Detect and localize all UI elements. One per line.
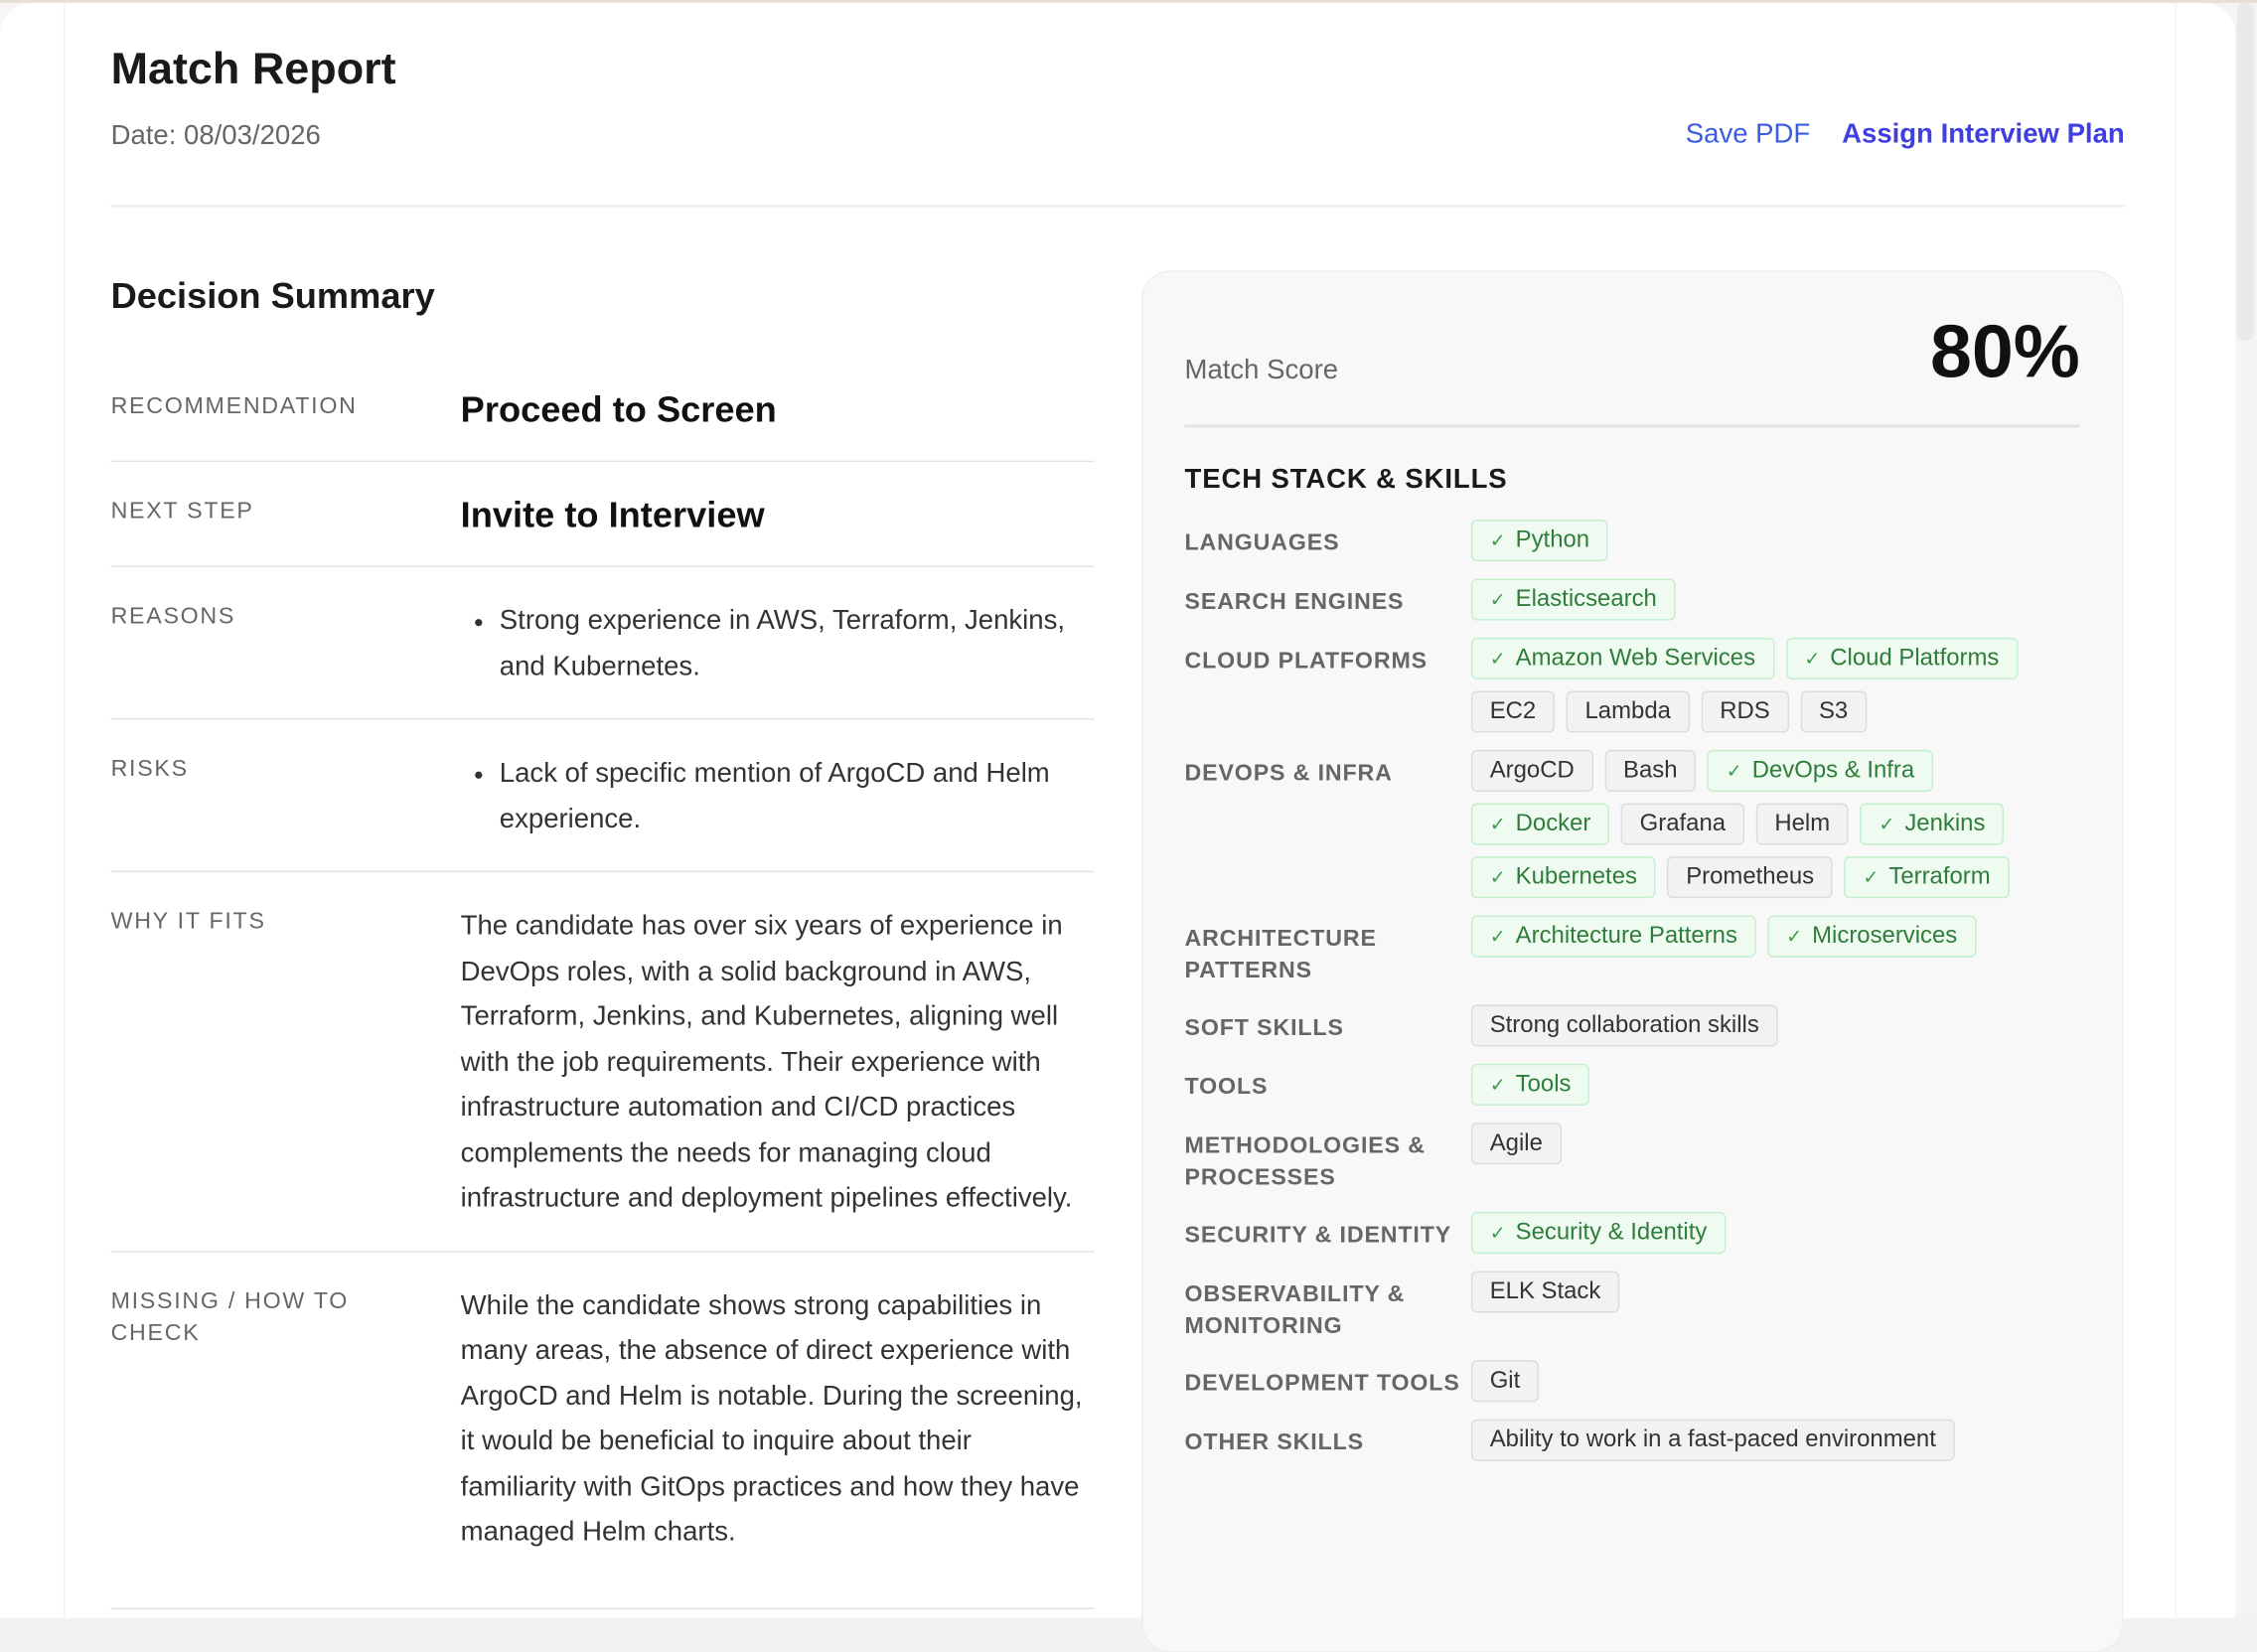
risks-row (111, 720, 1095, 873)
unmatched-skill-chip (1471, 1420, 1955, 1461)
check-icon: ✓ (1489, 528, 1506, 551)
skill-group-label: CLOUD PLATFORMS (1184, 649, 1428, 675)
assign-interview-plan-link[interactable]: Assign Interview Plan (1842, 119, 2125, 150)
skill-group-row (1185, 916, 2080, 987)
row-label: NEXT STEP (110, 499, 254, 525)
skill-group-label: SECURITY & IDENTITY (1184, 1223, 1452, 1249)
skill-chip-label: Bash (1623, 757, 1678, 784)
matched-skill-chip (1845, 856, 2010, 898)
unmatched-skill-chip (1755, 804, 1848, 845)
why-it-fits-text: The candidate has over six years of experience in DevOps roles, with a solid background in AWS, Terraform, Jenkins, and Kubernetes, aligning well with the job requirements. Their experience with infrastructure automation and CI/CD practices complements the needs for managing cloud infrastructure and deployment pipelines effectively. (460, 911, 1073, 1214)
decision-table (111, 357, 1095, 1608)
unmatched-skill-chip (1471, 1360, 1539, 1402)
skill-group-label: TOOLS (1184, 1075, 1269, 1101)
skill-groups (1185, 520, 2080, 1461)
matched-skill-chip (1471, 916, 1756, 958)
unmatched-skill-chip (1567, 691, 1690, 733)
tech-stack-heading (1185, 465, 2080, 497)
scrollbar[interactable] (2237, 3, 2254, 342)
skill-chip-label: Microservices (1812, 922, 1958, 949)
check-icon: ✓ (1786, 924, 1802, 947)
unmatched-skill-chip (1471, 1271, 1619, 1312)
matched-skill-chip (1471, 856, 1656, 898)
row-label: MISSING / HOW TO CHECK (110, 1288, 350, 1346)
matched-skill-chip (1471, 804, 1609, 845)
skill-chip-label: Amazon Web Services (1515, 645, 1756, 672)
skill-group-label: ARCHITECTURE PATTERNS (1184, 927, 1377, 983)
row-label: REASONS (110, 604, 236, 630)
check-icon: ✓ (1726, 759, 1742, 782)
skill-group-row (1185, 1064, 2080, 1106)
score-row (1185, 272, 2080, 427)
header-divider (111, 205, 2125, 208)
next-step-value: Invite to Interview (460, 495, 765, 536)
skill-group-row (1185, 1004, 2080, 1046)
skill-chip-label: ELK Stack (1489, 1277, 1601, 1304)
skill-chip-label: Helm (1774, 810, 1831, 836)
skill-chip-label: ArgoCD (1489, 757, 1575, 784)
skill-chips (1471, 578, 2080, 620)
skill-chips (1471, 916, 2080, 987)
skill-chip-label: Git (1489, 1367, 1521, 1394)
check-icon: ✓ (1489, 812, 1506, 834)
missing-text: While the candidate shows strong capabilities in many areas, the absence of direct experience with ArgoCD and Helm is notable. During the screening, it would be beneficial to inquire about their familiarity with GitOps practices and how they have managed Helm charts. (460, 1290, 1083, 1548)
skill-group-row (1185, 1420, 2080, 1461)
skill-group-label: SEARCH ENGINES (1184, 590, 1405, 615)
unmatched-skill-chip (1621, 804, 1744, 845)
skill-chip-label: Python (1515, 526, 1590, 553)
matched-skill-chip (1767, 916, 1976, 958)
skill-chips (1471, 1064, 2080, 1106)
why-it-fits-row (111, 872, 1095, 1252)
matched-skill-chip (1471, 638, 1774, 679)
check-icon: ✓ (1489, 865, 1506, 888)
skill-chips (1471, 1271, 2080, 1342)
skill-group-row (1185, 638, 2080, 733)
skill-group-label: LANGUAGES (1184, 530, 1340, 556)
row-label: RISKS (110, 757, 189, 782)
check-icon: ✓ (1489, 1073, 1506, 1095)
skill-group-label: METHODOLOGIES & PROCESSES (1184, 1133, 1426, 1191)
unmatched-skill-chip (1800, 691, 1867, 733)
check-icon: ✓ (1863, 865, 1880, 888)
skill-chip-label: Ability to work in a fast-paced environment (1489, 1426, 1936, 1453)
skill-chip-label: Architecture Patterns (1515, 922, 1737, 949)
skill-chip-label: Docker (1515, 810, 1591, 836)
skill-chip-label: Jenkins (1904, 810, 1986, 836)
unmatched-skill-chip (1604, 750, 1696, 792)
skill-group-row (1185, 578, 2080, 620)
reasons-row (111, 567, 1095, 720)
matched-skill-chip (1708, 750, 1933, 792)
unmatched-skill-chip (1471, 691, 1555, 733)
matched-skill-chip (1471, 1212, 1726, 1254)
skill-chip-label: Elasticsearch (1515, 585, 1657, 612)
skill-chip-label: Strong collaboration skills (1489, 1011, 1759, 1038)
skill-group-row (1185, 1123, 2080, 1194)
matched-skill-chip (1471, 520, 1608, 561)
skill-chip-label: Cloud Platforms (1830, 645, 2000, 672)
header-actions (1686, 119, 2125, 151)
skill-chip-label: RDS (1720, 697, 1770, 724)
skill-group-row (1185, 1360, 2080, 1402)
skill-chips (1471, 520, 2080, 561)
skill-group-row (1185, 1212, 2080, 1254)
skill-group-row (1185, 750, 2080, 898)
save-pdf-link[interactable]: Save PDF (1685, 119, 1811, 150)
skill-chip-label: Agile (1489, 1129, 1543, 1156)
matched-skill-chip (1786, 638, 2019, 679)
skill-chip-label: Terraform (1888, 863, 1991, 890)
skill-group-label: OTHER SKILLS (1184, 1430, 1364, 1455)
skill-chips (1471, 1420, 2080, 1461)
skill-group-label: DEVELOPMENT TOOLS (1184, 1371, 1460, 1397)
missing-row (111, 1252, 1095, 1608)
risk-item: • Lack of specific mention of ArgoCD and Helm experience. (500, 751, 1094, 841)
matched-skill-chip (1471, 578, 1676, 620)
skill-chip-label: Tools (1515, 1071, 1572, 1098)
tech-stack-heading-text: TECH STACK & SKILLS (1184, 465, 1508, 496)
skill-group-label: SOFT SKILLS (1184, 1015, 1344, 1041)
skill-chips (1471, 1123, 2080, 1194)
skill-group-row (1185, 520, 2080, 561)
match-score-card (1141, 270, 2123, 1652)
skill-chips (1471, 750, 2080, 898)
skill-chips (1471, 1212, 2080, 1254)
unmatched-skill-chip (1471, 1123, 1562, 1164)
reason-item: • Strong experience in AWS, Terraform, Jenkins, and Kubernetes. (500, 599, 1094, 689)
skill-chip-label: DevOps & Infra (1751, 757, 1915, 784)
matched-skill-chip (1471, 1064, 1589, 1106)
skill-chip-label: Kubernetes (1515, 863, 1637, 890)
skill-chips (1471, 1360, 2080, 1402)
unmatched-skill-chip (1471, 1004, 1778, 1046)
skill-chip-label: Grafana (1639, 810, 1727, 836)
skill-chip-label: Security & Identity (1515, 1219, 1708, 1246)
check-icon: ✓ (1489, 1221, 1506, 1244)
check-icon: ✓ (1489, 924, 1506, 947)
check-icon: ✓ (1489, 647, 1506, 670)
skill-chip-label: Prometheus (1686, 863, 1815, 890)
skill-group-label: OBSERVABILITY & MONITORING (1184, 1282, 1406, 1339)
matched-skill-chip (1861, 804, 2005, 845)
unmatched-skill-chip (1471, 750, 1593, 792)
check-icon: ✓ (1804, 647, 1821, 670)
skill-group-label: DEVOPS & INFRA (1184, 761, 1393, 787)
skill-chips (1471, 638, 2080, 733)
next-step-row (111, 462, 1095, 567)
row-label: RECOMMENDATION (110, 394, 358, 419)
unmatched-skill-chip (1701, 691, 1788, 733)
skill-chip-label: EC2 (1489, 697, 1537, 724)
skill-chip-label: S3 (1818, 697, 1849, 724)
check-icon: ✓ (1489, 587, 1506, 610)
page-title: Match Report (110, 43, 396, 94)
skill-group-row (1185, 1271, 2080, 1342)
skill-chip-label: Lambda (1584, 697, 1671, 724)
check-icon: ✓ (1879, 812, 1895, 834)
unmatched-skill-chip (1667, 856, 1833, 898)
row-label: WHY IT FITS (110, 909, 266, 935)
match-score-value: 80% (1929, 310, 2080, 395)
report-date: Date: 08/03/2026 (110, 120, 321, 152)
recommendation-value: Proceed to Screen (460, 389, 777, 431)
skill-chips (1471, 1004, 2080, 1046)
decision-summary-heading: Decision Summary (110, 276, 435, 317)
match-score-label: Match Score (1184, 355, 1339, 386)
recommendation-row (111, 357, 1095, 462)
